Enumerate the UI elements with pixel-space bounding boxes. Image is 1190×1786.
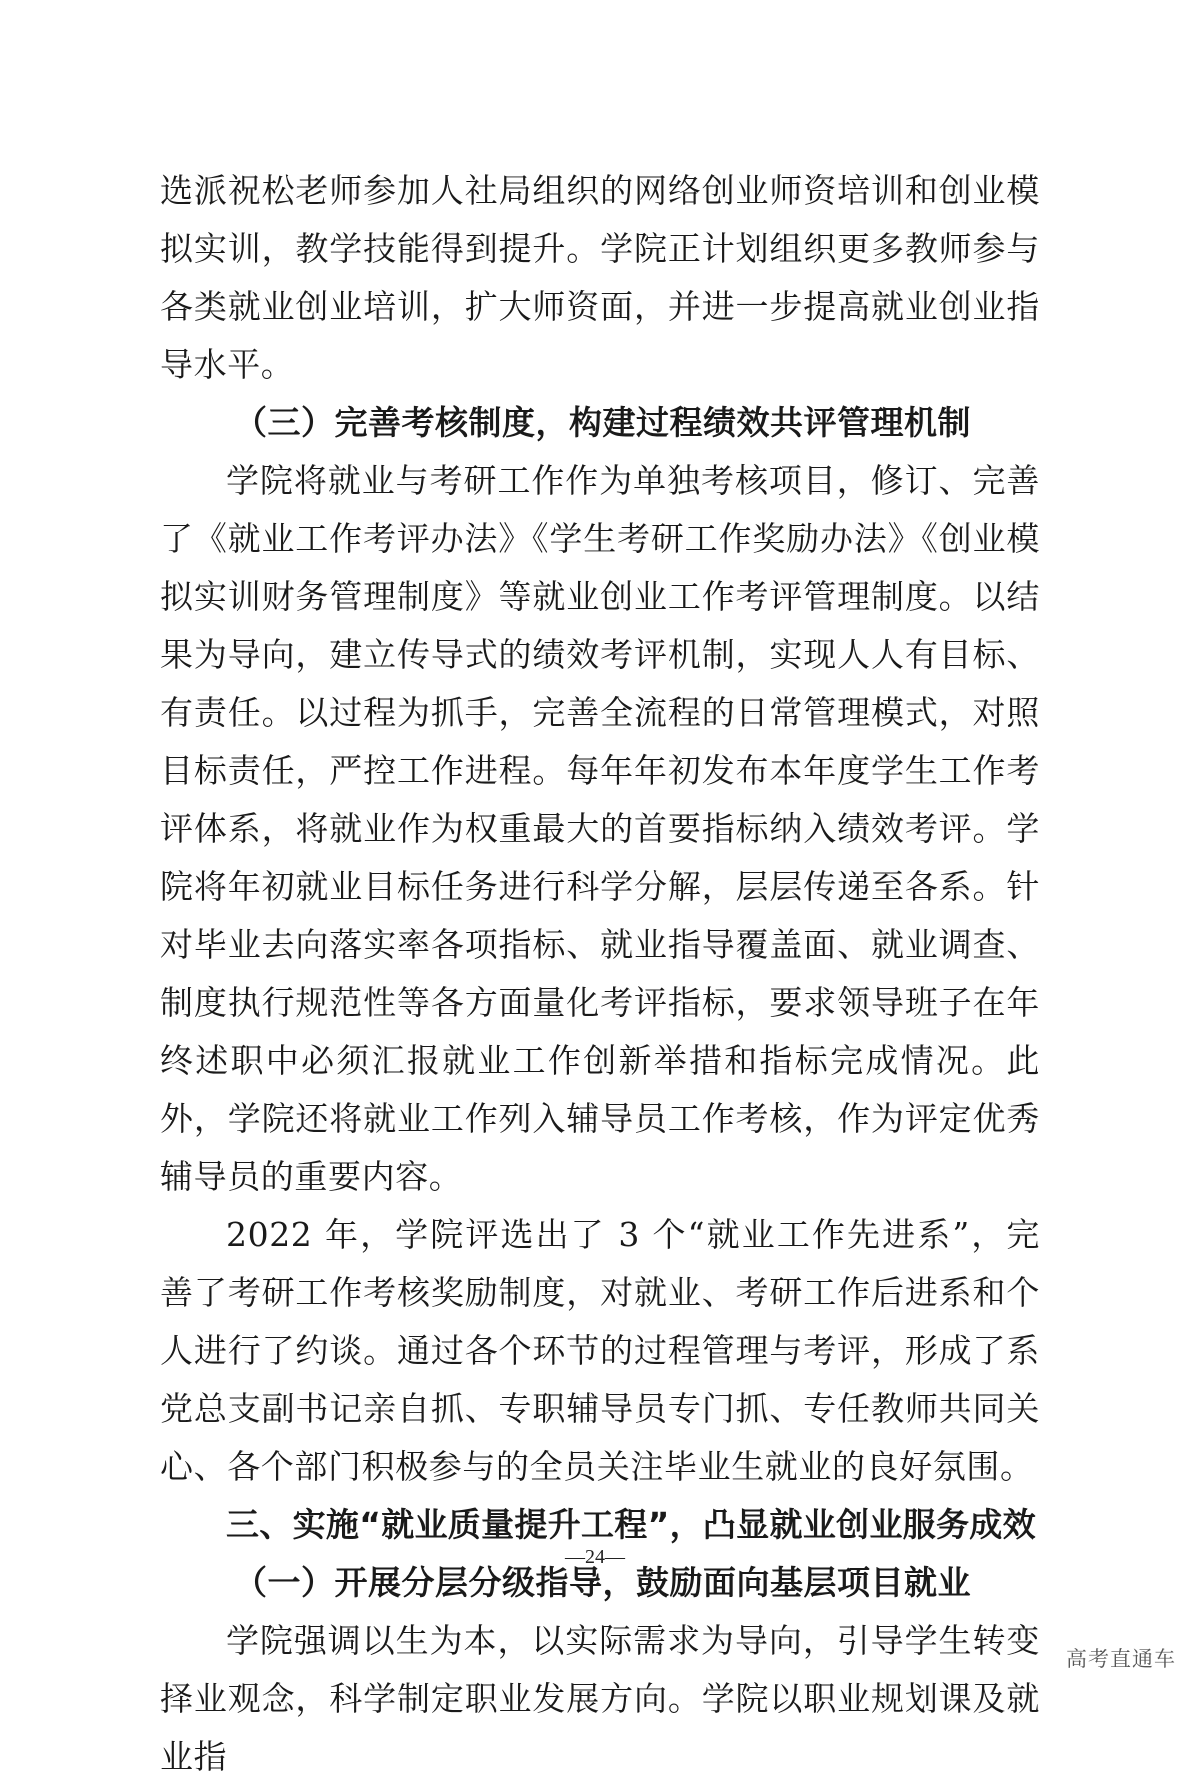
paragraph-3: 2022 年，学院评选出了 3 个“就业工作先进系”，完善了考研工作考核奖励制度，对就业、考研工作后进系和个人进行了约谈。通过各个环节的过程管理与考评，形成了系党总支副书记亲自抓、专职辅导员专门抓、专任教师共同关心、各个部门积极参与的全员关注毕业生就业的良好氛围。 (160, 1215, 1040, 1486)
paragraph-1: 选派祝松老师参加人社局组织的网络创业师资培训和创业模拟实训，教学技能得到提升。学院正计划组织更多教师参与各类就业创业培训，扩大师资面，并进一步提高就业创业指导水平。 (160, 171, 1040, 384)
page-number: —24— (565, 1546, 625, 1568)
subheading-3: （三）完善考核制度，构建过程绩效共评管理机制 (234, 403, 971, 442)
subheading-1: （一）开展分层分级指导，鼓励面向基层项目就业 (234, 1563, 971, 1602)
section-heading-3: 三、实施“就业质量提升工程”，凸显就业创业服务成效 (226, 1505, 1036, 1544)
page-content (160, 162, 1040, 1786)
watermark: 高考直通车 (1066, 1647, 1176, 1671)
paragraph-4: 学院强调以生为本，以实际需求为导向，引导学生转变择业观念，科学制定职业发展方向。学院以职业规划课及就业指 (160, 1621, 1040, 1776)
paragraph-2: 学院将就业与考研工作作为单独考核项目，修订、完善了《就业工作考评办法》《学生考研工作奖励办法》《创业模拟实训财务管理制度》等就业创业工作考评管理制度。以结果为导向，建立传导式的绩效考评机制，实现人人有目标、有责任。以过程为抓手，完善全流程的日常管理模式，对照目标责任，严控工作进程。每年年初发布本年度学生工作考评体系，将就业作为权重最大的首要指标纳入绩效考评。学院将年初就业目标任务进行科学分解，层层传递至各系。针对毕业去向落实率各项指标、就业指导覆盖面、就业调查、制度执行规范性等各方面量化考评指标，要求领导班子在年终述职中必须汇报就业工作创新举措和指标完成情况。此外，学院还将就业工作列入辅导员工作考核，作为评定优秀辅导员的重要内容。 (160, 461, 1040, 1196)
